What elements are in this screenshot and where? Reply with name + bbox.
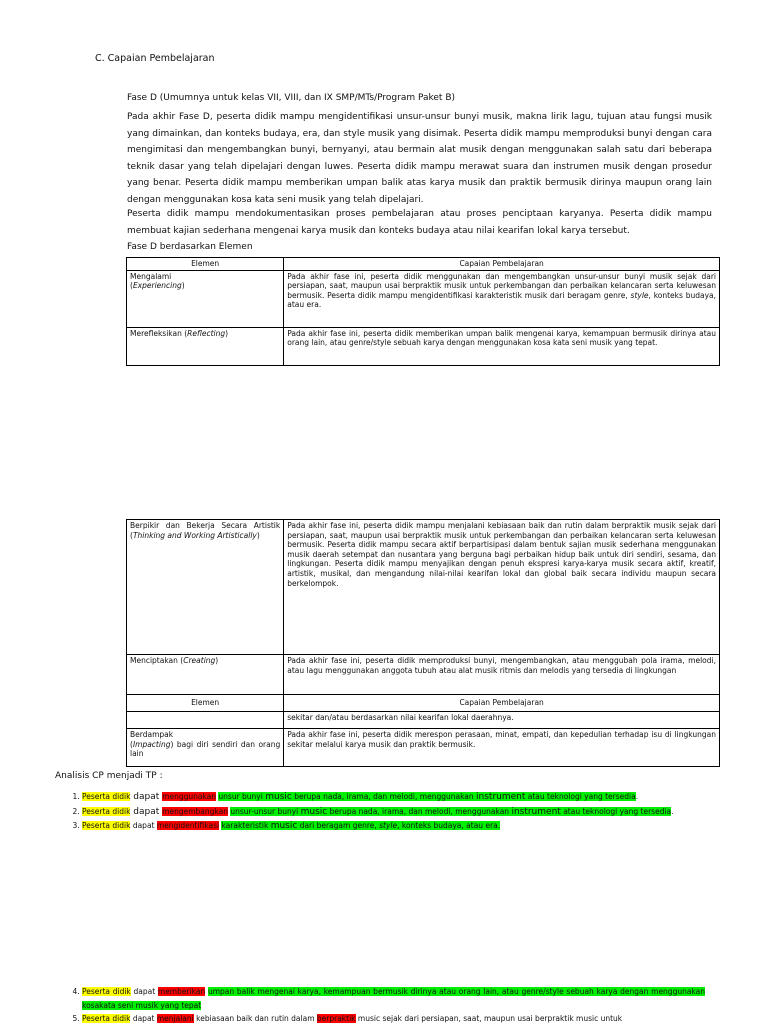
capaian-cell: Pada akhir fase ini, peserta didik memberikan umpan balik mengenai karya, kemampuan bermusik dirinya atau orang lain, atau genre/style sebuah karya dengan menggunakan kosa kata seni musik yang tepat.	[284, 327, 720, 365]
table-header-row	[127, 695, 720, 712]
elements-table-2	[126, 519, 720, 767]
capaian-cell: sekitar dan/atau berdasarkan nilai kearifan lokal daerahnya.	[284, 712, 720, 729]
element-cell	[127, 712, 284, 729]
tp-list	[68, 790, 705, 834]
header-capaian: Capaian Pembelajaran	[284, 258, 720, 271]
table-row	[127, 655, 720, 695]
analysis-title: Analisis CP menjadi TP :	[55, 771, 163, 781]
fase-title: Fase D (Umumnya untuk kelas VII, VIII, dan IX SMP/MTs/Program Paket B)	[127, 93, 456, 103]
table-header-row	[127, 258, 720, 271]
list-item: 2. Peserta didik dapat mengembangkan unsur-unsur bunyi music berupa nada, irama, dan melodi, menggunakan instrument atau teknologi yang tersedia.	[82, 805, 705, 820]
list-item: 1. Peserta didik dapat menggunakan unsur bunyi music berupa nada, irama, dan melodi, menggunakan instrument atau teknologi yang tersedia.	[82, 790, 705, 805]
tp-list-continued	[68, 985, 705, 1026]
header-elemen: Elemen	[127, 258, 284, 271]
header-elemen: Elemen	[127, 695, 284, 712]
element-cell: Berdampak (Impacting) bagi diri sendiri dan orang lain	[127, 729, 284, 767]
capaian-cell: Pada akhir fase ini, peserta didik menggunakan dan mengembangkan unsur-unsur bunyi musik sejak dari persiapan, saat, maupun usai berpraktik musik untuk perkembangan dan perbaikan kelancaran serta keluwesan bermusik. Peserta didik mampu mengidentifikasi karakteristik musik dari beragam genre, style, konteks budaya, atau era.	[284, 270, 720, 327]
list-item: 3. Peserta didik dapat mengidentifikasi karakteristik music dari beragam genre, style, konteks budaya, atau era.	[82, 819, 705, 834]
section-heading: C. Capaian Pembelajaran	[95, 53, 215, 64]
element-cell: Menciptakan (Creating)	[127, 655, 284, 695]
table-row	[127, 327, 720, 365]
capaian-cell: Pada akhir fase ini, peserta didik memproduksi bunyi, mengembangkan, atau menggubah pola irama, melodi, atau lagu menggunakan anggota tubuh atau alat musik ritmis dan melodis yang tersedia di lingkungan	[284, 655, 720, 695]
elements-table-1	[126, 257, 720, 366]
element-cell: Berpikir dan Bekerja Secara Artistik (Thinking and Working Artistically)	[127, 520, 284, 655]
header-capaian: Capaian Pembelajaran	[284, 695, 720, 712]
table-caption: Fase D berdasarkan Elemen	[127, 242, 253, 252]
element-cell: Merefleksikan (Reflecting)	[127, 327, 284, 365]
table-row	[127, 520, 720, 655]
table-row	[127, 712, 720, 729]
paragraph-1: Pada akhir Fase D, peserta didik mampu mengidentifikasi unsur-unsur bunyi musik, makna lirik lagu, tujuan atau fungsi musik yang dimainkan, dan konteks budaya, era, dan style musik yang disimak. Peserta didik mampu memproduksi bunyi dengan cara mengimitasi dan mengembangkan bunyi, bernyanyi, atau bermain alat musik dengan menggunakan salah satu dari beberapa teknik dasar yang telah dipelajari dengan luwes. Peserta didik mampu merawat suara dan instrumen musik dengan prosedur yang benar. Peserta didik mampu memberikan umpan balik atas karya musik dan praktik bermusik dirinya maupun orang lain dengan menggunakan kosa kata seni musik yang telah dipelajari.	[127, 112, 712, 205]
list-item: 4. Peserta didik dapat memberikan umpan balik mengenai karya, kemampuan bermusik dirinya atau orang lain, atau genre/style sebuah karya dengan menggunakan kosakata seni musik yang tepat	[82, 985, 705, 1012]
table-row	[127, 729, 720, 767]
element-cell: Mengalami (Experiencing)	[127, 270, 284, 327]
capaian-cell: Pada akhir fase ini, peserta didik mampu menjalani kebiasaan baik dan rutin dalam berpraktik musik sejak dari persiapan, saat, maupun usai berpraktik musik untuk perkembangan dan perbaikan kelancaran serta keluwesan bermusik. Peserta didik mampu secara aktif berpartisipasi dalam bentuk sajian musik sederhana menggunakan musik daerah setempat dan nusantara yang berguna bagi perbaikan hidup baik untuk diri sendiri, sesama, dan lingkungan. Peserta didik mampu menyajikan dengan penuh ekspresi karya-karya musik secara aktif, kreatif, artistik, musikal, dan mengandung nilai-nilai kearifan lokal dan global baik secara individu maupun secara berkelompok.	[284, 520, 720, 655]
capaian-cell: Pada akhir fase ini, peserta didik merespon perasaan, minat, empati, dan kepedulian terhadap isu di lingkungan sekitar melalui karya musik dan praktik bermusik.	[284, 729, 720, 767]
list-item: 5. Peserta didik dapat menjalani kebiasaan baik dan rutin dalam berpraktik music sejak dari persiapan, saat, maupun usai berpraktik music untuk	[82, 1012, 705, 1026]
table-row	[127, 270, 720, 327]
paragraph-2: Peserta didik mampu mendokumentasikan proses pembelajaran atau proses penciptaan karyanya. Peserta didik mampu membuat kajian sederhana mengenai karya musik dan konteks budaya atau nilai kearifan lokal karya tersebut.	[127, 209, 712, 236]
